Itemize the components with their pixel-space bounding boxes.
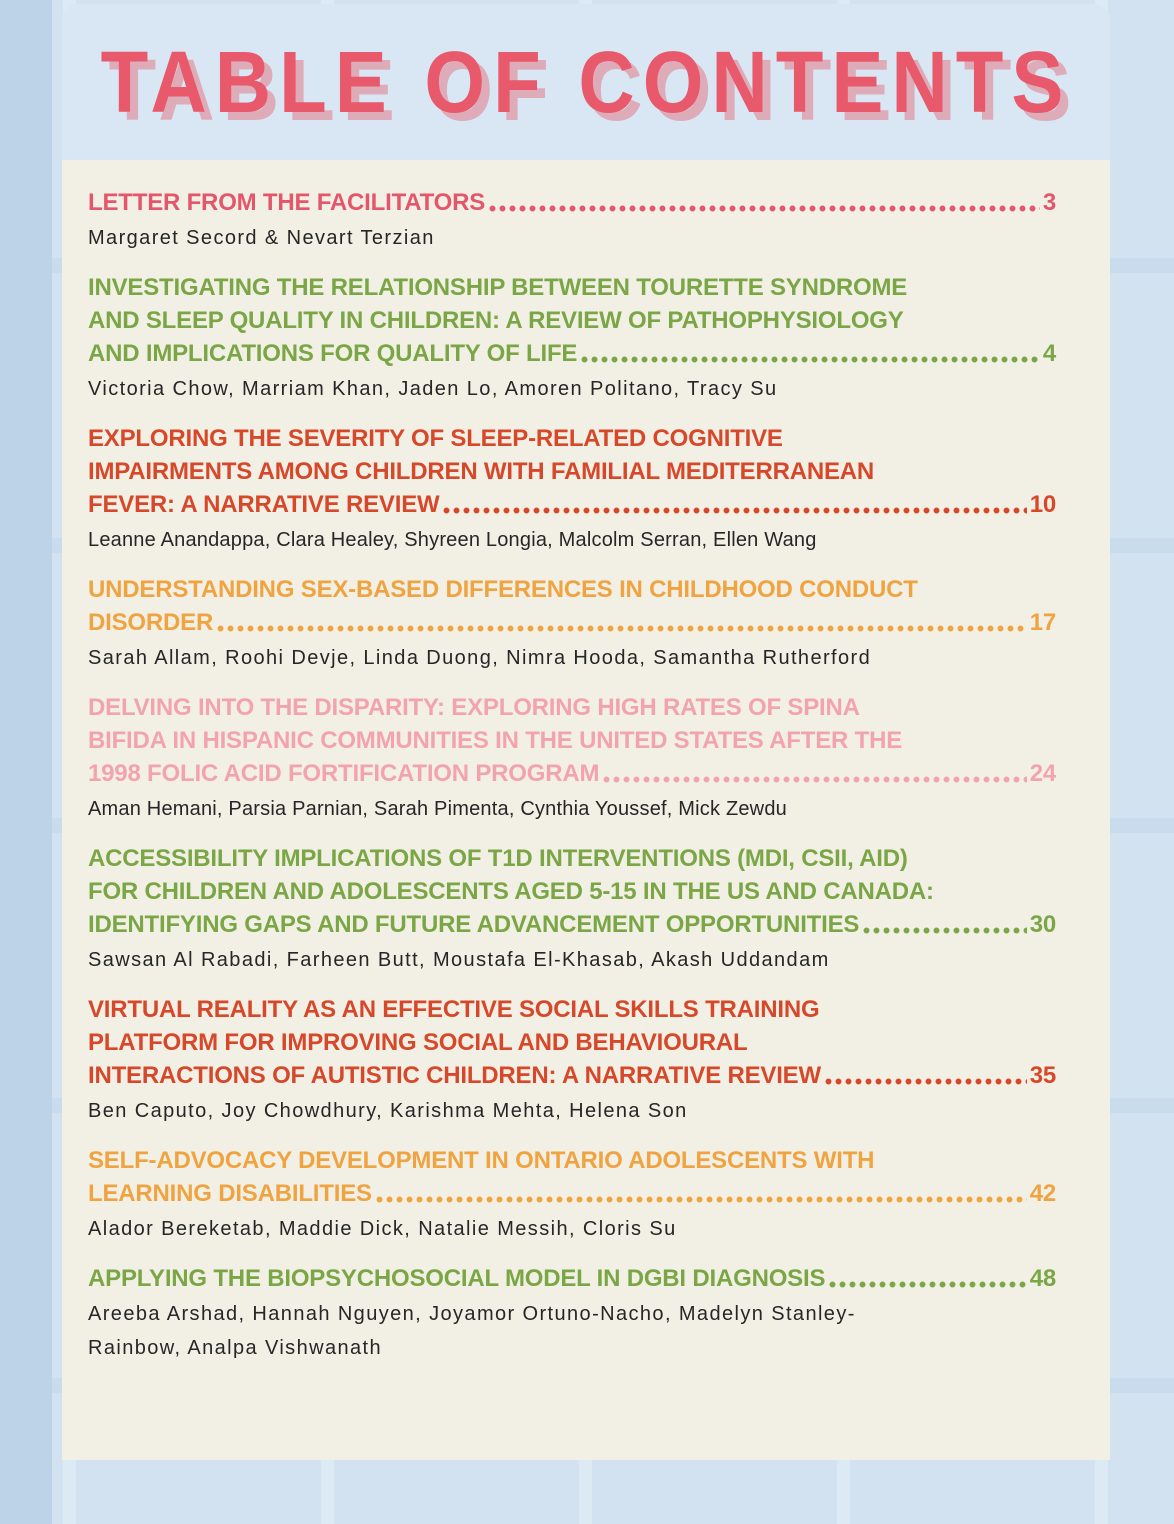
entry-page-number: 24 xyxy=(1029,760,1056,787)
entry-title-text: PLATFORM FOR IMPROVING SOCIAL AND BEHAVIOURAL xyxy=(88,1029,748,1056)
entry-title xyxy=(88,573,1056,639)
dot-leader xyxy=(581,356,1040,363)
entry-authors-line: Sawsan Al Rabadi, Farheen Butt, Moustafa El-Khasab, Akash Uddandam xyxy=(88,949,830,971)
entry-title-line xyxy=(88,422,1056,455)
entry-title-text: BIFIDA IN HISPANIC COMMUNITIES IN THE UNITED STATES AFTER THE xyxy=(88,727,903,754)
entry-title-text: IMPAIRMENTS AMONG CHILDREN WITH FAMILIAL MEDITERRANEAN xyxy=(88,458,875,485)
entry-title xyxy=(88,422,1056,521)
entry-authors-line: Victoria Chow, Marriam Khan, Jaden Lo, Amoren Politano, Tracy Su xyxy=(88,378,778,400)
toc-entry xyxy=(88,842,1056,977)
entry-title-line xyxy=(88,455,1056,488)
entry-authors xyxy=(88,943,1056,977)
entry-title-text: ACCESSIBILITY IMPLICATIONS OF T1D INTERVENTIONS (MDI, CSII, AID) xyxy=(88,845,908,872)
entry-title-line xyxy=(88,606,1056,639)
toc-entry xyxy=(88,993,1056,1128)
entry-page-number: 3 xyxy=(1042,189,1056,216)
entry-authors-line: Rainbow, Analpa Vishwanath xyxy=(88,1337,382,1359)
title-band xyxy=(62,4,1110,160)
dot-leader xyxy=(376,1196,1027,1203)
toc-entry xyxy=(88,691,1056,826)
dot-leader xyxy=(825,1078,1027,1085)
entry-title-text: SELF-ADVOCACY DEVELOPMENT IN ONTARIO ADOLESCENTS WITH xyxy=(88,1147,875,1174)
entry-authors xyxy=(88,372,1056,406)
dot-leader xyxy=(489,205,1040,212)
entry-page-number: 4 xyxy=(1042,340,1056,367)
dot-leader xyxy=(829,1281,1026,1288)
entry-title-line xyxy=(88,757,1056,790)
entry-authors-line: Sarah Allam, Roohi Devje, Linda Duong, Nimra Hooda, Samantha Rutherford xyxy=(88,647,872,669)
entry-authors-line: Ben Caputo, Joy Chowdhury, Karishma Mehta, Helena Son xyxy=(88,1100,688,1122)
entry-authors xyxy=(88,523,1056,557)
entry-title xyxy=(88,691,1056,790)
toc-entry xyxy=(88,186,1056,255)
entry-authors-line: Areeba Arshad, Hannah Nguyen, Joyamor Ortuno-Nacho, Madelyn Stanley- xyxy=(88,1303,856,1325)
entry-title-line xyxy=(88,691,1056,724)
entry-title-line xyxy=(88,337,1056,370)
entry-title xyxy=(88,1262,1056,1295)
entry-title-line xyxy=(88,724,1056,757)
entry-title-text: IDENTIFYING GAPS AND FUTURE ADVANCEMENT OPPORTUNITIES xyxy=(88,911,860,938)
entry-title-line xyxy=(88,186,1056,219)
toc-entry xyxy=(88,271,1056,406)
entry-title-text: VIRTUAL REALITY AS AN EFFECTIVE SOCIAL SKILLS TRAINING xyxy=(88,996,820,1023)
entry-title-text: LEARNING DISABILITIES xyxy=(88,1180,372,1207)
entry-title-line xyxy=(88,271,1056,304)
entry-title-text: AND SLEEP QUALITY IN CHILDREN: A REVIEW OF PATHOPHYSIOLOGY xyxy=(88,307,904,334)
entry-title-line xyxy=(88,993,1056,1026)
page-title: TABLE OF CONTENTS xyxy=(100,32,1072,131)
entry-title-text: AND IMPLICATIONS FOR QUALITY OF LIFE xyxy=(88,340,578,367)
entry-authors-line: Aman Hemani, Parsia Parnian, Sarah Pimenta, Cynthia Youssef, Mick Zewdu xyxy=(88,798,787,820)
entry-title-line xyxy=(88,1144,1056,1177)
entry-authors xyxy=(88,1297,1056,1365)
entry-page-number: 48 xyxy=(1029,1265,1056,1292)
toc-entry xyxy=(88,422,1056,557)
entry-title-line xyxy=(88,573,1056,606)
dot-leader xyxy=(863,927,1026,934)
entry-authors xyxy=(88,641,1056,675)
entry-title-line xyxy=(88,304,1056,337)
entry-title-line xyxy=(88,908,1056,941)
entry-title-text: 1998 FOLIC ACID FORTIFICATION PROGRAM xyxy=(88,760,600,787)
entry-title-text: UNDERSTANDING SEX-BASED DIFFERENCES IN CHILDHOOD CONDUCT xyxy=(88,576,918,603)
entry-page-number: 35 xyxy=(1029,1062,1056,1089)
entry-title-line xyxy=(88,842,1056,875)
entry-title-text: EXPLORING THE SEVERITY OF SLEEP-RELATED COGNITIVE xyxy=(88,425,783,452)
entry-authors-line: Leanne Anandappa, Clara Healey, Shyreen Longia, Malcolm Serran, Ellen Wang xyxy=(88,529,817,551)
entry-title-text: APPLYING THE BIOPSYCHOSOCIAL MODEL IN DGBI DIAGNOSIS xyxy=(88,1265,826,1292)
toc-entry xyxy=(88,573,1056,675)
left-accent-strip xyxy=(0,0,52,1524)
entry-title-line xyxy=(88,1059,1056,1092)
entry-title-line xyxy=(88,1177,1056,1210)
toc-entry xyxy=(88,1262,1056,1365)
entry-title-text: INVESTIGATING THE RELATIONSHIP BETWEEN TOURETTE SYNDROME xyxy=(88,274,908,301)
entry-page-number: 17 xyxy=(1029,609,1056,636)
entry-title-line xyxy=(88,875,1056,908)
entry-authors xyxy=(88,792,1056,826)
entry-title-line xyxy=(88,488,1056,521)
entry-title-line xyxy=(88,1262,1056,1295)
entry-title-text: FOR CHILDREN AND ADOLESCENTS AGED 5-15 IN THE US AND CANADA: xyxy=(88,878,934,905)
entry-title xyxy=(88,1144,1056,1210)
dot-leader xyxy=(443,507,1026,514)
entry-title xyxy=(88,186,1056,219)
toc-entry-list xyxy=(88,186,1056,1365)
entry-title xyxy=(88,271,1056,370)
entry-title-text: LETTER FROM THE FACILITATORS xyxy=(88,189,486,216)
entry-title-line xyxy=(88,1026,1056,1059)
entry-title-text: FEVER: A NARRATIVE REVIEW xyxy=(88,491,440,518)
entry-title-text: DELVING INTO THE DISPARITY: EXPLORING HIGH RATES OF SPINA xyxy=(88,694,860,721)
entry-title-text: INTERACTIONS OF AUTISTIC CHILDREN: A NARRATIVE REVIEW xyxy=(88,1062,821,1089)
entry-authors-line: Alador Bereketab, Maddie Dick, Natalie Messih, Cloris Su xyxy=(88,1218,677,1240)
entry-title-text: DISORDER xyxy=(88,609,214,636)
entry-authors xyxy=(88,221,1056,255)
entry-title xyxy=(88,993,1056,1092)
dot-leader xyxy=(217,625,1027,632)
entry-page-number: 10 xyxy=(1029,491,1056,518)
entry-authors-line: Margaret Secord & Nevart Terzian xyxy=(88,227,435,249)
toc-entry xyxy=(88,1144,1056,1246)
dot-leader xyxy=(603,776,1026,783)
entry-page-number: 30 xyxy=(1029,911,1056,938)
contents-card xyxy=(62,160,1110,1460)
entry-authors xyxy=(88,1094,1056,1128)
entry-authors xyxy=(88,1212,1056,1246)
entry-page-number: 42 xyxy=(1029,1180,1056,1207)
entry-title xyxy=(88,842,1056,941)
